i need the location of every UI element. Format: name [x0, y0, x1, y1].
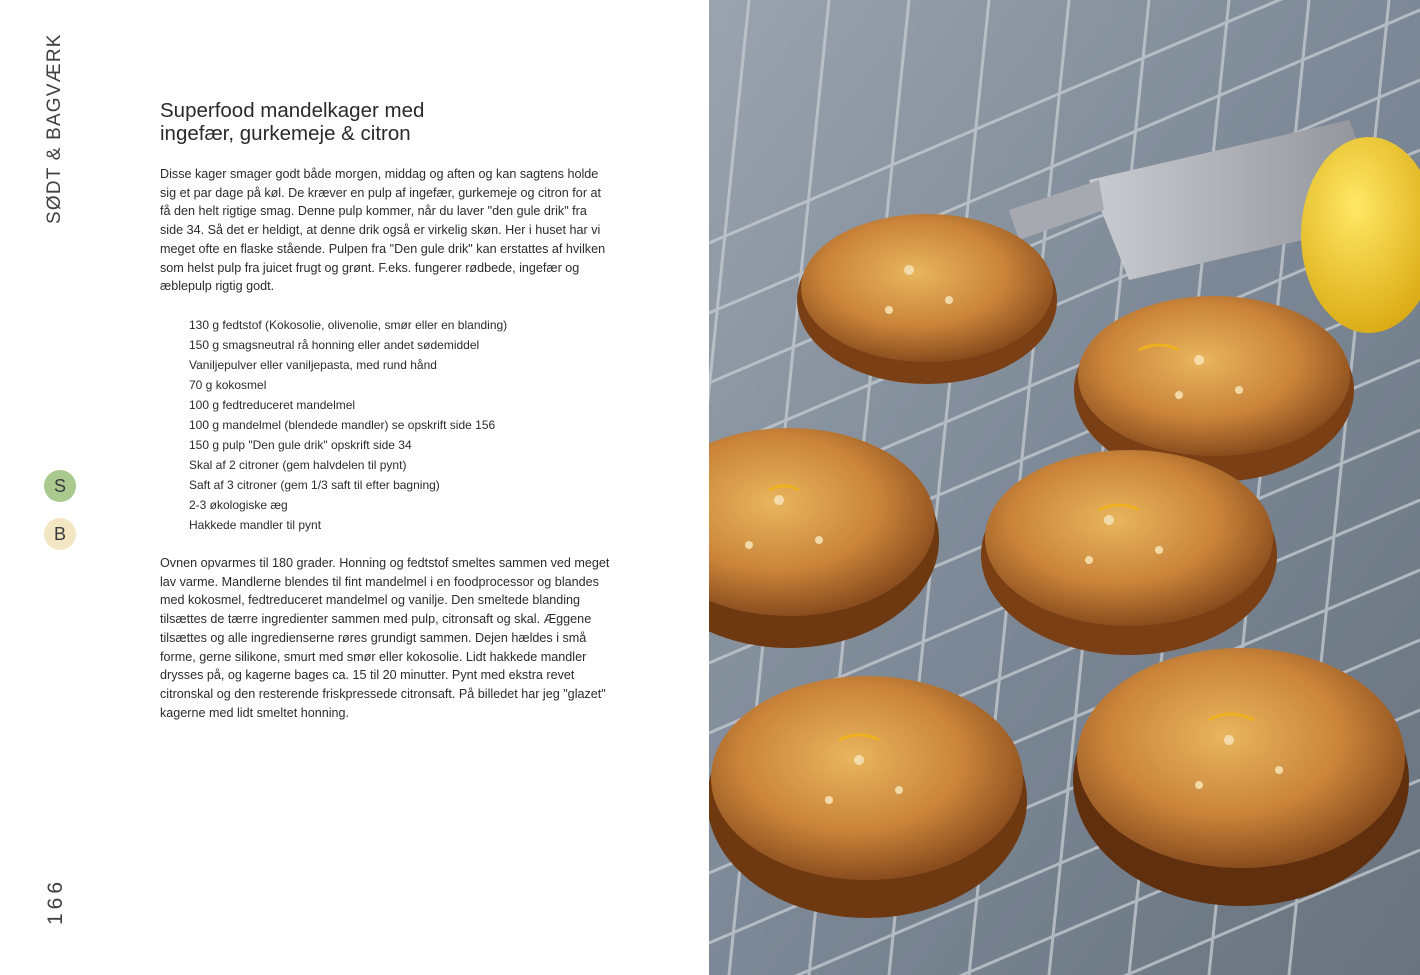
ingredient-item: 100 g fedtreduceret mandelmel	[189, 398, 356, 412]
ingredient-item: Saft af 3 citroner (gem 1/3 saft til efter bagning)	[189, 478, 440, 492]
recipe-photo	[709, 0, 1420, 975]
ingredient-item: Vaniljepulver eller vaniljepasta, med rund hånd	[189, 358, 437, 372]
ingredient-item: 2-3 økologiske æg	[189, 498, 288, 512]
badge-b: B	[44, 518, 76, 550]
ingredient-item: Skal af 2 citroner (gem halvdelen til pynt)	[189, 458, 407, 472]
ingredient-item: 150 g smagsneutral rå honning eller andet sødemiddel	[189, 338, 480, 352]
left-page	[0, 0, 709, 975]
section-label: SØDT & BAGVÆRK	[44, 33, 65, 224]
recipe-title	[160, 99, 580, 145]
recipe-title-line2: ingefær, gurkemeje & citron	[160, 122, 411, 145]
recipe-intro: Disse kager smager godt både morgen, middag og aften og kan sagtens holde sig et par dage på køl. De kræver en pulp af ingefær, gurkemeje og citron for at få den helt rigtige smag. Denne pulp kommer, når du laver "den gule drik" fra side 34. Så det er heldigt, at denne drik også er virkelig skøn. Her i huset har vi meget ofte en flaske stående. Pulpen fra "Den gule drik" kan erstattes af hvilken som helst pulp fra juicet frugt og grønt. F.eks. fungerer rødbede, ingefær og æblepulp rigtig godt.	[160, 167, 606, 294]
page-number: 166	[44, 877, 67, 925]
ingredient-list	[189, 315, 507, 535]
ingredient-item: 100 g mandelmel (blendede mandler) se opskrift side 156	[189, 418, 496, 432]
recipe-method: Ovnen opvarmes til 180 grader. Honning og fedtstof smeltes sammen ved meget lav varme. Mandlerne blendes til fint mandelmel i en foodprocessor og blandes med kokosmel, fedtreduceret mandelmel og vanilje. Den smeltede blanding tilsættes de tærre ingredienter sammen med pulp, citronsaft og skal. Æggene tilsættes og alle ingredienserne røres grundigt sammen. Dejen hældes i små forme, gerne silikone, smurt med smør eller kokosolie. Lidt hakkede mandler drysses på, og kagerne bages ca. 15 til 20 minutter. Pynt med ekstra revet citronskal og den resterende friskpressede citronsaft. På billedet har jeg "glazet" kagerne med lidt smeltet honning.	[160, 556, 610, 720]
ingredient-item: 70 g kokosmel	[189, 378, 267, 392]
ingredient-item: 130 g fedtstof (Kokosolie, olivenolie, smør eller en blanding)	[189, 318, 508, 332]
recipe-title-line1: Superfood mandelkager med	[160, 99, 425, 122]
photo-illustration	[709, 0, 1420, 975]
ingredient-item: 150 g pulp "Den gule drik" opskrift side 34	[189, 438, 412, 452]
badge-s: S	[44, 470, 76, 502]
ingredient-item: Hakkede mandler til pynt	[189, 518, 322, 532]
